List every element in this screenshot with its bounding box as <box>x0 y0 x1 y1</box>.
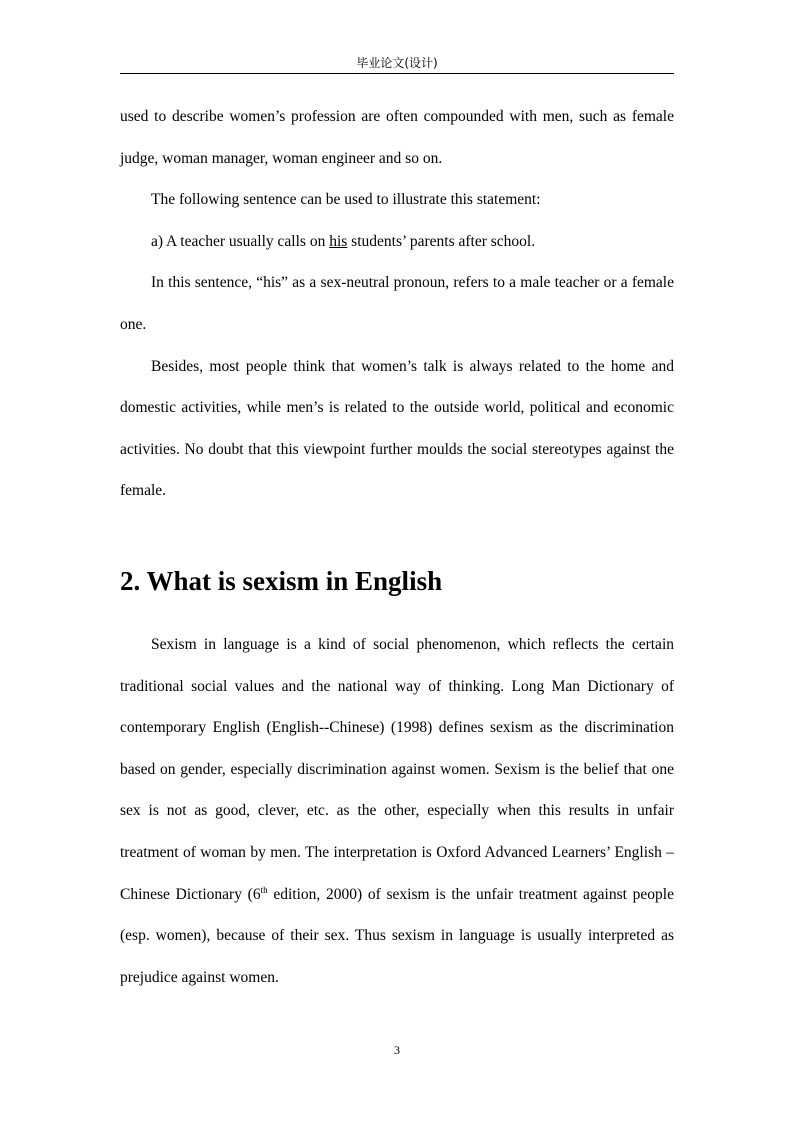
paragraph-sexism-definition <box>120 624 674 998</box>
paragraph-intro-example: The following sentence can be used to illustrate this statement: <box>151 191 541 209</box>
header-title: 毕业论文(设计) <box>356 56 438 70</box>
definition-text-start: Sexism in language is a kind of social phenomenon, which reflects the certain traditional social values and the national way of thinking. Long Man Dictionary of contemporary English (English--Chinese) (1998) defines sexism as the discrimination based on gender, especially discrimination against women. Sexism is the belief that one sex is not as good, clever, etc. as the other, especially when this results in unfair treatment of woman by men. The interpretation is Oxford Advanced Learners’ English –Chinese Dictionary (6 <box>120 635 674 903</box>
paragraph-stereotypes: Besides, most people think that women’s talk is always related to the home and domestic activities, while men’s is related to the outside world, political and economic activities. No doubt that this viewpoint further moulds the social stereotypes against the female. <box>120 357 674 500</box>
section-heading: 2. What is sexism in English <box>120 565 443 596</box>
paragraph-continuation: used to describe women’s profession are often compounded with men, such as female judge, woman manager, woman engineer and so on. <box>120 108 674 167</box>
example-text-start: a) A teacher usually calls on <box>151 232 330 250</box>
example-underlined-word: his <box>329 232 348 250</box>
document-body <box>120 96 674 998</box>
ordinal-superscript: th <box>260 884 268 895</box>
example-sentence <box>120 221 674 263</box>
page-header <box>120 55 674 74</box>
page-number: 3 <box>394 1043 400 1057</box>
definition-text-end: edition, 2000) of sexism is the unfair treatment against people (esp. women), because of their sex. Thus sexism in language is usually interpreted as prejudice against women. <box>120 885 674 986</box>
example-text-end: students’ parents after school. <box>347 232 536 250</box>
paragraph-explanation: In this sentence, “his” as a sex-neutral pronoun, refers to a male teacher or a female one. <box>120 274 674 333</box>
